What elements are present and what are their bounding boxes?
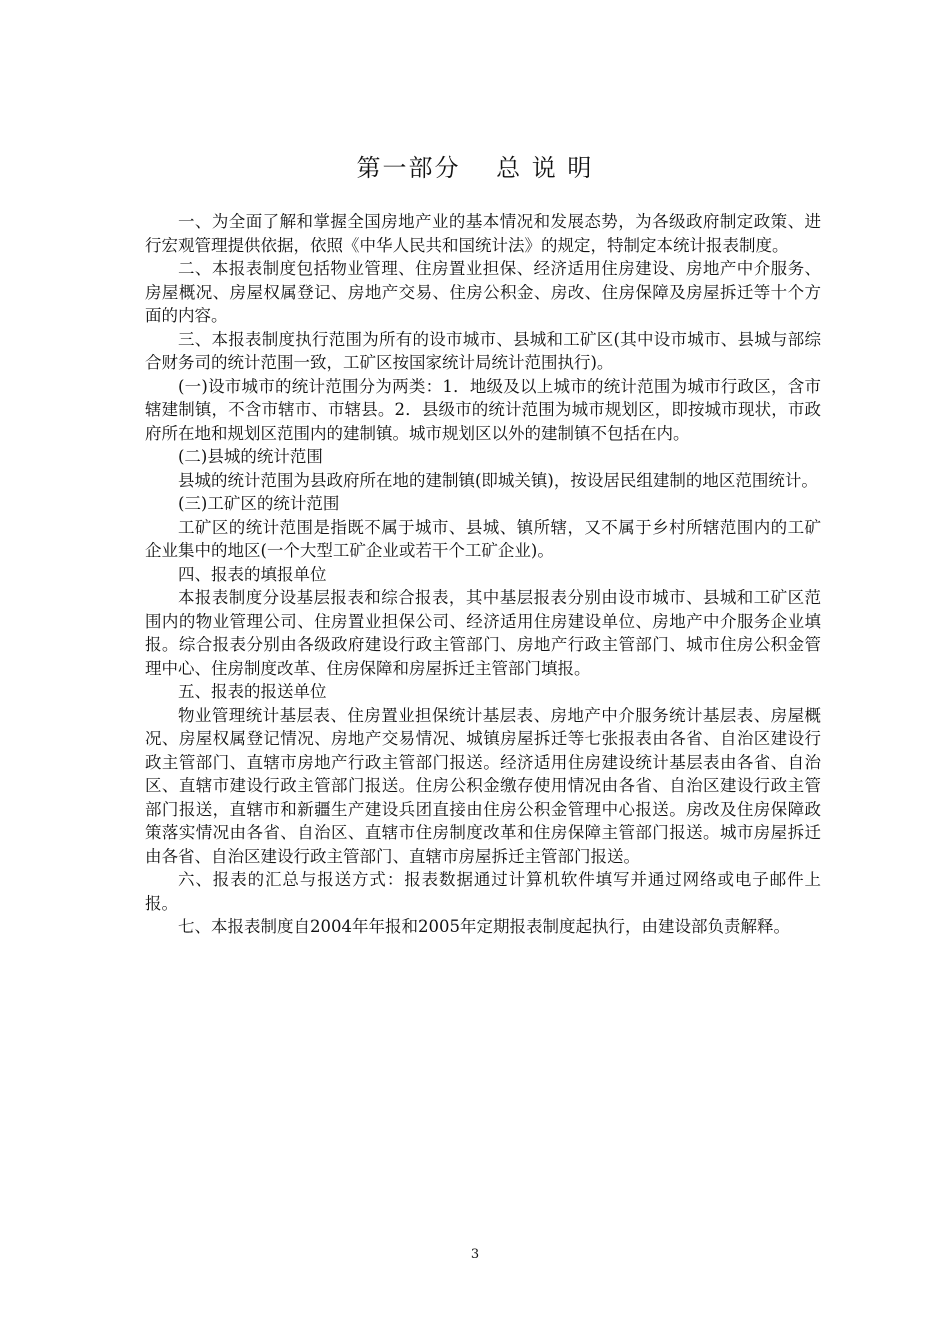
paragraph-reporting-units-heading: 四、报表的填报单位: [178, 564, 327, 584]
paragraph-submission-units: 物业管理统计基层表、住房置业担保统计基层表、房地产中介服务统计基层表、房屋概况、房屋权属登记情况、房地产交易情况、城镇房屋拆迁等七张报表由各省、自治区建设行政主管部门、直辖市房地产行政主管部门报送。经济适用住房建设统计基层表由各省、自治区、直辖市建设行政主管部门报送。住房公积金缴存使用情况由各省、自治区建设行政主管部门报送，直辖市和新疆生产建设兵团直接由住房公积金管理中心报送。房改及住房保障政策落实情况由各省、自治区、直辖市住房制度改革和住房保障主管部门报送。城市房屋拆迁由各省、自治区建设行政主管部门、直辖市房屋拆迁主管部门报送。: [145, 705, 821, 866]
page-number: 3: [470, 1247, 480, 1262]
paragraph-content-scope: 二、本报表制度包括物业管理、住房置业担保、经济适用住房建设、房地产中介服务、房屋概况、房屋权属登记、房地产交易、住房公积金、房改、住房保障及房屋拆迁等十个方面的内容。: [145, 259, 821, 325]
page-title: 第一部分 总 说 明: [356, 154, 594, 182]
paragraph-execution-scope: 三、本报表制度执行范围为所有的设市城市、县城和工矿区(其中设市城市、县城与部综合财务司的统计范围一致，工矿区按国家统计局统计范围执行)。: [145, 329, 821, 372]
paragraph-mining-scope: 工矿区的统计范围是指既不属于城市、县城、镇所辖，又不属于乡村所辖范围内的工矿企业集中的地区(一个大型工矿企业或若干个工矿企业)。: [145, 517, 821, 560]
document-body: [145, 210, 821, 939]
paragraph-city-scope: (一)设市城市的统计范围分为两类：1．地级及以上城市的统计范围为城市行政区，含市辖建制镇，不含市辖市、市辖县。2．县级市的统计范围为城市规划区，即按城市现状，市政府所在地和规划区范围内的建制镇。城市规划区以外的建制镇不包括在内。: [145, 376, 821, 443]
paragraph-reporting-units: 本报表制度分设基层报表和综合报表，其中基层报表分别由设市城市、县城和工矿区范围内的物业管理公司、住房置业担保公司、经济适用住房建设单位、房地产中介服务企业填报。综合报表分别由各级政府建设行政主管部门、房地产行政主管部门、城市住房公积金管理中心、住房制度改革、住房保障和房屋拆迁主管部门填报。: [145, 588, 821, 678]
paragraph-submission-method: 六、报表的汇总与报送方式：报表数据通过计算机软件填写并通过网络或电子邮件上报。: [145, 870, 821, 913]
paragraph-submission-heading: 五、报表的报送单位: [178, 682, 327, 701]
paragraph-mining-heading: (三)工矿区的统计范围: [178, 494, 340, 513]
paragraph-county-heading: (二)县城的统计范围: [178, 447, 323, 466]
paragraph-county-scope: 县城的统计范围为县政府所在地的建制镇(即城关镇)，按设居民组建制的地区范围统计。: [178, 470, 818, 490]
paragraph-purpose: 一、为全面了解和掌握全国房地产业的基本情况和发展态势，为各级政府制定政策、进行宏观管理提供依据，依照《中华人民共和国统计法》的规定，特制定本统计报表制度。: [145, 212, 821, 255]
paragraph-effective-date: 七、本报表制度自2004年年报和2005年定期报表制度起执行，由建设部负责解释。: [178, 917, 790, 936]
